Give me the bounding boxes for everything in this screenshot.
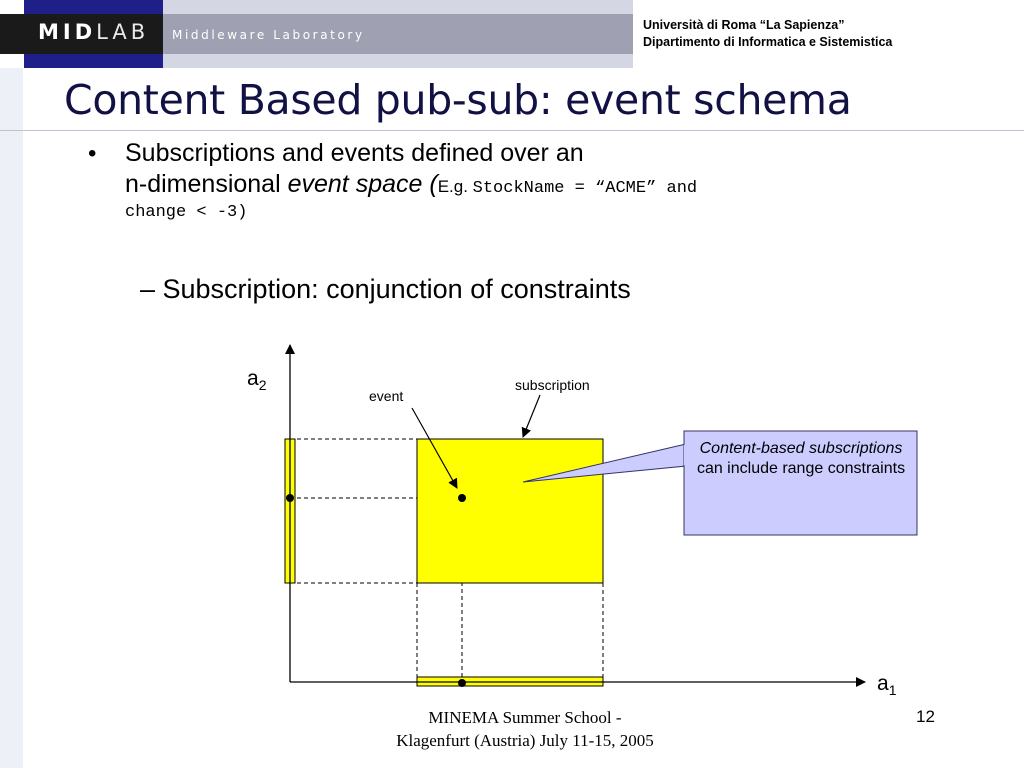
bullet1-line1: Subscriptions and events defined over an bbox=[125, 139, 584, 167]
footer bbox=[360, 706, 690, 752]
bullet2: – Subscription: conjunction of constraints bbox=[140, 274, 631, 304]
event-label: event bbox=[369, 388, 404, 404]
bullet1-line3: change < -3) bbox=[125, 203, 248, 222]
footer-line2: Klagenfurt (Austria) July 11-15, 2005 bbox=[396, 731, 654, 750]
institution-line2: Dipartimento di Informatica e Sistemistica bbox=[643, 35, 893, 49]
midlab-logo: MIDLAB bbox=[38, 20, 150, 44]
subscription-pointer bbox=[523, 395, 540, 437]
institution-line1: Università di Roma “La Sapienza” bbox=[643, 18, 845, 32]
bullet-marker: • bbox=[88, 140, 97, 167]
y-axis-label: $a_2$ bbox=[247, 367, 267, 393]
x-axis-label: $a_1$ bbox=[877, 672, 897, 698]
subscription-region bbox=[417, 439, 603, 583]
page-number: 12 bbox=[916, 707, 935, 726]
footer-line1: MINEMA Summer School - bbox=[428, 708, 622, 727]
event-point-a1 bbox=[458, 679, 466, 687]
bullet1-line2: n-dimensional event space (E.g. StockName = “ACME” and bbox=[125, 170, 698, 198]
callout-text: Content-based subscriptions can include range constraints bbox=[696, 440, 906, 477]
subscription-label: subscription bbox=[515, 377, 590, 393]
logo-subtitle: Middleware Laboratory bbox=[172, 28, 365, 42]
event-point-a2 bbox=[286, 494, 294, 502]
slide-title: Content Based pub-sub: event schema bbox=[64, 76, 852, 124]
event-point bbox=[458, 494, 466, 502]
